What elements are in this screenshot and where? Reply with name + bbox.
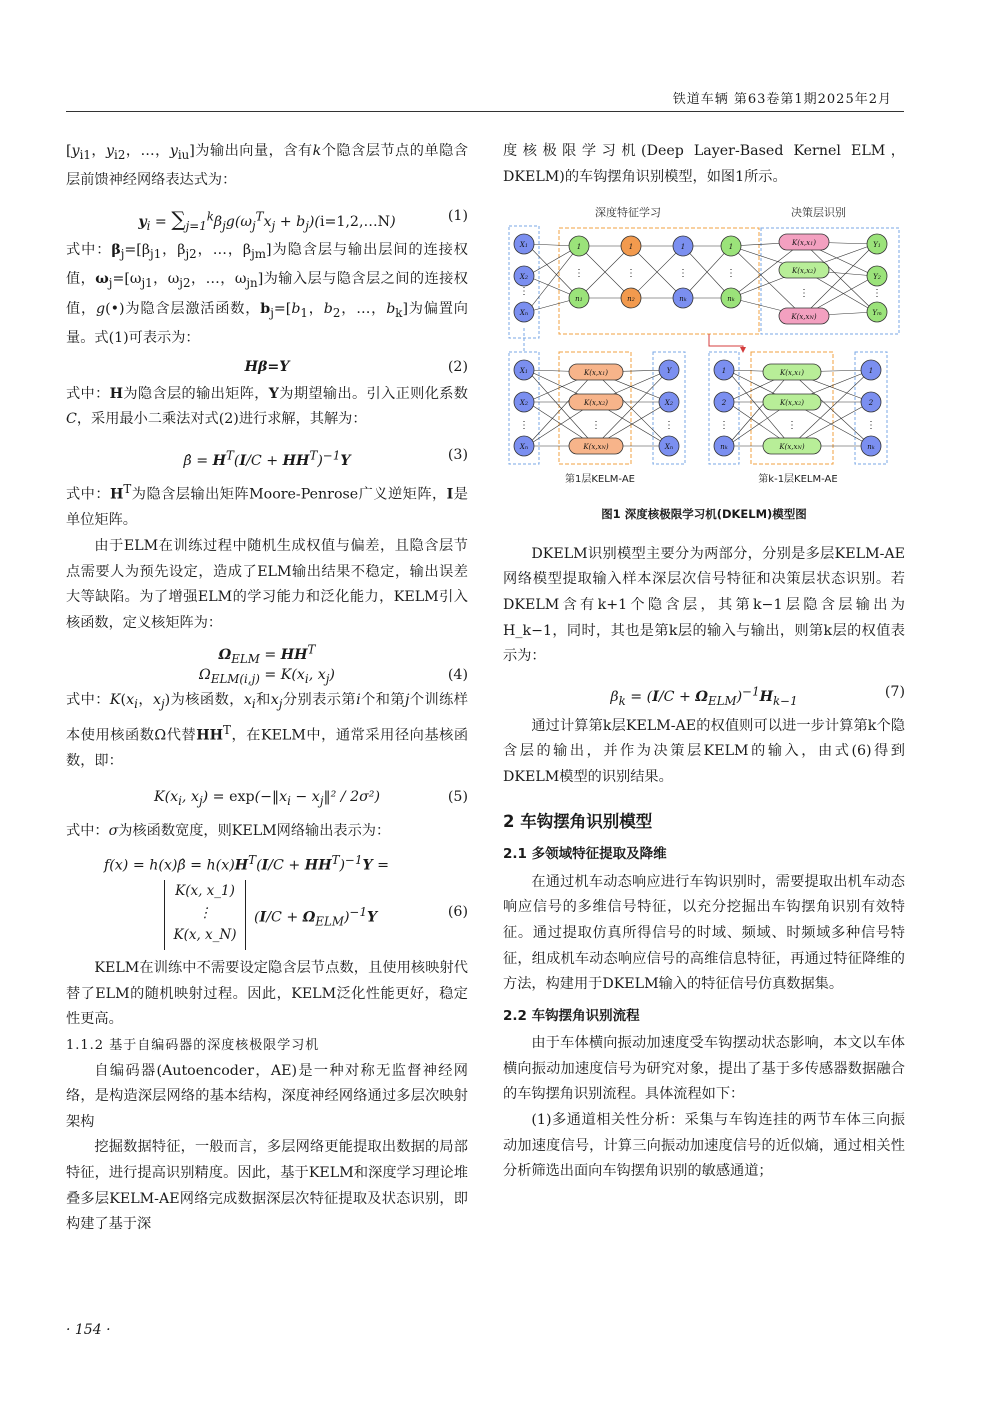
svg-text:2: 2: [721, 399, 727, 408]
svg-text:⋮: ⋮: [664, 420, 674, 432]
svg-text:K(x,xN): K(x,xN): [791, 313, 817, 322]
svg-text:Y1: Y1: [873, 241, 881, 250]
eq6-line2-tail: $(I/C + \Omega_{ELM})^{-1}Y$: [254, 905, 378, 929]
equation-number: (7): [884, 683, 905, 700]
svg-text:n2: n2: [627, 295, 635, 304]
paragraph: 式中：$\beta_j=[\beta_{j1}$，$\beta_{j2}$，…，$\beta_{jm}$]为隐含层与输出层间的连接权值，$\omega_j=[\omega_{j1}$，$\omega_{j2}$，…，$\omega_{jn}$]为输入层与隐含层之间的连接权值，g(•)为隐含层激活函数，$b_j=[b_1$，$b_2$，…，$b_k$]为偏置向量。式(1)可表示为：: [66, 242, 468, 347]
figure-1-dkelm-diagram: [503, 202, 905, 492]
svg-text:nk: nk: [727, 295, 735, 304]
subsection-heading: 1.1.2 基于自编码器的深度核极限学习机: [66, 1038, 320, 1054]
svg-text:Y2: Y2: [873, 273, 881, 282]
paragraph: KELM在训练中不需要设定隐含层节点数，且使用核映射代替了ELM的随机映射过程。因此，KELM泛化性能更好，稳定性更高。: [66, 960, 468, 1028]
svg-text:⋮: ⋮: [519, 286, 529, 298]
paragraph: 式中：$K(x_i$，$x_j$)为核函数，$x_i$和$x_j$分别表示第i个和第j个训练样本使用核函数Ω代替$HH^T$，在KELM中，通常采用径向基核函数，即：: [66, 692, 469, 770]
svg-text:X2: X2: [664, 399, 674, 408]
equation-4a: $\Omega_{ELM} = HH^T$: [218, 642, 316, 666]
page-number: · 154 ·: [66, 1322, 111, 1338]
svg-text:K(x,x1): K(x,x1): [791, 239, 817, 248]
label-decision-layer: 决策层识别: [791, 206, 846, 220]
subsection-heading: 2.2 车钩摆角识别流程: [503, 1007, 640, 1024]
svg-text:⋮: ⋮: [787, 420, 797, 432]
svg-text:Ym: Ym: [872, 309, 882, 318]
label-feature-learning: 深度特征学习: [595, 206, 661, 220]
link-arrow-red: [709, 334, 743, 352]
svg-text:n1: n1: [575, 295, 583, 304]
svg-text:X1: X1: [519, 241, 529, 250]
paragraph: 在通过机车动态响应进行车钩识别时，需要提取出机车动态响应信号的多维信号特征，以充分挖掘出车钩摆角识别有效特征。通过提取仿真所得信号的时域、频域、时频域多种信号特征，组成机车动态响应信号的高维信息特征，再通过特征降维的方法，构建用于DKELM输入的特征信号仿真数据集。: [503, 873, 905, 993]
svg-text:⋮: ⋮: [719, 420, 729, 432]
svg-text:K(x,x2): K(x,x2): [583, 399, 609, 408]
svg-text:1: 1: [628, 243, 634, 252]
svg-text:Xn: Xn: [519, 443, 529, 452]
svg-text:X2: X2: [519, 399, 529, 408]
equation-1: $y_i = \sum_{j=1}^k\beta_jg(\omega_j^Tx_j$ + $b_j)(i=1,2,\dots N)$ (1): [66, 194, 468, 238]
equation-7: $\beta_k = (I/C + \Omega_{ELM})^{-1}H_{k-1}$ (7): [503, 670, 905, 714]
paragraph: DKELM识别模型主要分为两部分，分别是多层KELM-AE网络模型提取输入样本深层次信号特征和决策层状态识别。若DKELM含有k+1个隐含层，其第k−1层隐含层输出为H_k−1，同时，其也是第k层的输入与输出，则第k层的权值表示为：: [503, 545, 905, 665]
svg-text:Xn: Xn: [664, 443, 674, 452]
paragraph: 式中：σ为核函数宽度，则KELM网络输出表示为：: [66, 822, 391, 839]
paragraph: 式中：$H^T$为隐含层输出矩阵Moore-Penrose广义逆矩阵，I是单位矩阵。: [66, 482, 468, 529]
svg-text:K(x,xN): K(x,xN): [779, 443, 805, 452]
svg-text:1: 1: [728, 243, 734, 252]
subsection-heading: 2.1 多领域特征提取及降维: [503, 846, 667, 863]
equation-number: (6): [447, 904, 468, 921]
figure-caption: 图1 深度核极限学习机(DKELM)模型图: [601, 507, 807, 522]
header-rule: [66, 111, 904, 112]
equation-number: (1): [447, 208, 468, 225]
svg-text:K(x,xN): K(x,xN): [583, 443, 609, 452]
equation-3: β̂ = $H^T(I/C + HH^T)^{-1}Y$ (3): [66, 433, 468, 477]
equation-6: [66, 844, 468, 956]
paragraph: 自编码器(Autoencoder，AE)是一种对称无监督神经网络，是构造深层网络的基本结构，深度神经网络通过多层次映射架构: [66, 1062, 468, 1130]
paragraph: 通过计算第k层KELM-AE的权值则可以进一步计算第k个隐含层的输出，并作为决策层KELM的输入，由式(6)得到DKELM模型的识别结果。: [503, 717, 905, 785]
svg-text:K(x,x2): K(x,x2): [791, 267, 817, 276]
svg-text:nk: nk: [867, 443, 875, 452]
equation-number: (5): [447, 788, 468, 805]
svg-text:K(x,x1): K(x,x1): [779, 369, 805, 378]
dkelm-diagram-svg: [503, 202, 905, 492]
svg-text:1: 1: [868, 367, 874, 376]
svg-text:⋮: ⋮: [519, 420, 529, 432]
equation-2: Hβ=Y (2): [66, 352, 468, 382]
section-heading: 2 车钩摆角识别模型: [503, 811, 653, 831]
paragraph: [$y_{i1}$，$y_{i2}$，…，$y_{iu}$]为输出向量，含有k个隐含层节点的单隐含层前馈神经网络表达式为：: [66, 143, 468, 189]
svg-text:X2: X2: [519, 273, 529, 282]
paragraph: 式中：H为隐含层的输出矩阵，Y为期望输出。引入正则化系数C，采用最小二乘法对式(2)进行求解，其解为：: [66, 385, 468, 428]
paragraph: 度核极限学习机(Deep Layer-Based Kernel ELM，DKELM)的车钩摆角识别模型，如图1所示。: [503, 143, 905, 185]
equation-number: (3): [447, 447, 468, 464]
equation-5: $K(x_i$, $x_j$) = $\exp(-‖x_i$ − $x_j‖^2 / 2\sigma^2$) (5): [66, 775, 468, 819]
svg-text:⋮: ⋮: [726, 268, 736, 280]
paragraph: 由于ELM在训练过程中随机生成权值与偏差，且隐含层节点需要人为预先设定，造成了ELM输出结果不稳定，输出误差大等缺陷。为了增强ELM的学习能力和泛化能力，KELM引入核函数，定义核矩阵为：: [66, 537, 468, 631]
equation-4b: $\Omega_{ELM(i,j)} = K(x_i$, $x_j$) (4): [66, 662, 468, 688]
equation-number: (2): [447, 358, 468, 375]
svg-text:⋮: ⋮: [678, 268, 688, 280]
eq6-column-vector: K(x, x_1) ⋮ K(x, x_N): [164, 880, 246, 950]
label-ae-layer-1: 第1层KELM-AE: [565, 474, 635, 486]
label-ae-layer-k: 第k-1层KELM-AE: [758, 474, 838, 486]
svg-text:1: 1: [680, 243, 686, 252]
svg-text:Y: Y: [666, 367, 672, 376]
svg-text:K(x,x2): K(x,x2): [779, 399, 805, 408]
svg-text:⋮: ⋮: [591, 420, 601, 432]
paragraph: (1)多通道相关性分析：采集与车钩连挂的两节车体三向振动加速度信号，计算三向振动加速度信号的近似熵，通过相关性分析筛选出面向车钩摆角识别的敏感通道；: [503, 1112, 905, 1180]
paragraph: 由于车体横向振动加速度受车钩摆动状态影响，本文以车体横向振动加速度信号为研究对象，提出了基于多传感器数据融合的车钩摆角识别流程。具体流程如下：: [503, 1035, 905, 1103]
svg-text:⋮: ⋮: [866, 420, 876, 432]
paragraph: 挖掘数据特征，一般而言，多层网络更能提取出数据的局部特征，进行提高识别精度。因此，基于KELM和深度学习理论堆叠多层KELM-AE网络完成数据深层次特征提取及状态识别，即构建了基于深: [66, 1139, 468, 1233]
equation-number: (4): [447, 667, 468, 684]
svg-text:X1: X1: [519, 367, 529, 376]
svg-text:⋮: ⋮: [872, 288, 882, 300]
svg-text:K(x,x1): K(x,x1): [583, 369, 609, 378]
svg-text:1: 1: [576, 243, 582, 252]
svg-text:Xn: Xn: [519, 309, 529, 318]
svg-text:nk: nk: [720, 443, 728, 452]
svg-text:⋮: ⋮: [799, 288, 809, 300]
right-column: [503, 139, 905, 1185]
svg-text:⋮: ⋮: [574, 268, 584, 280]
left-column: [66, 139, 468, 1238]
svg-text:1: 1: [721, 367, 727, 376]
svg-text:nk: nk: [679, 295, 687, 304]
running-header: 铁道车辆 第63卷第1期2025年2月: [672, 92, 892, 107]
eq6-line1: f(x) = h(x)β̂ = $h(x)H^T(I/C + HH^T)^{-1}Y$ =: [104, 853, 390, 875]
svg-text:⋮: ⋮: [626, 268, 636, 280]
svg-text:2: 2: [868, 399, 874, 408]
